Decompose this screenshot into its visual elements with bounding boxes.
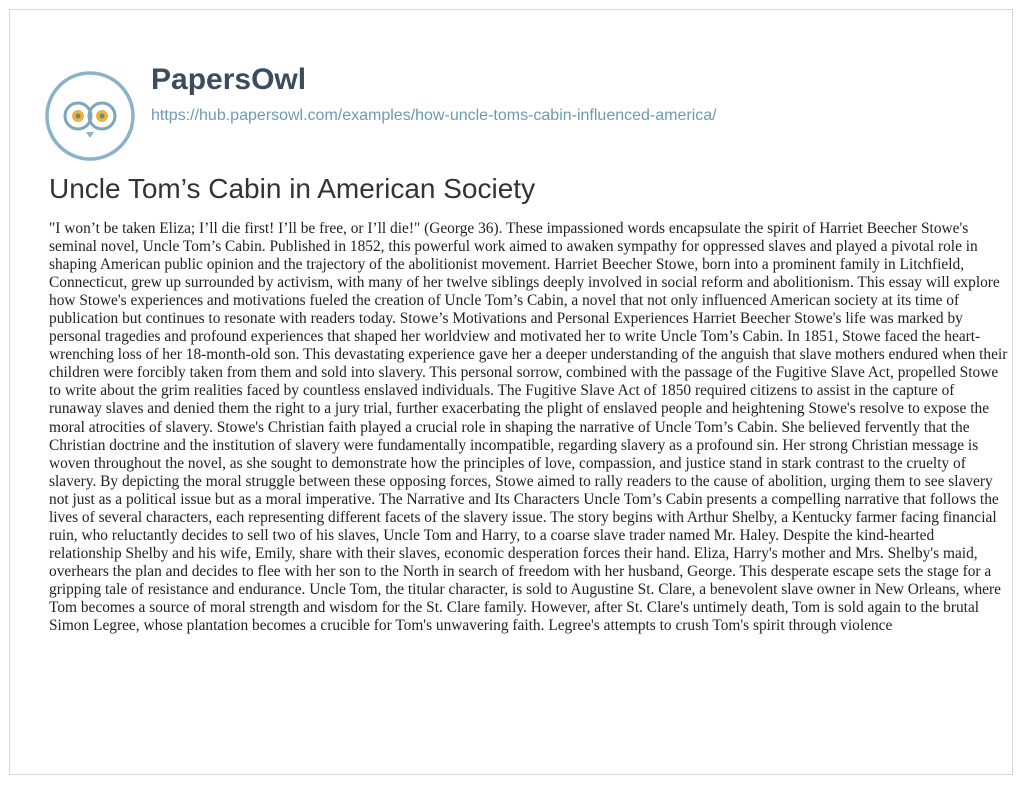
source-url-link[interactable]: https://hub.papersowl.com/examples/how-uncle-toms-cabin-influenced-america/ bbox=[151, 107, 717, 124]
logo-right-pupil-center bbox=[100, 114, 105, 119]
logo-left-pupil-center bbox=[76, 114, 81, 119]
logo-beak bbox=[86, 132, 94, 138]
page-title: Uncle Tom’s Cabin in American Society bbox=[49, 173, 536, 204]
essay-body-text: "I won’t be taken Eliza; I’ll die first! I’ll be free, or I’ll die!" (George 36). These impassioned words encapsulate the spirit of Harriet Beecher Stowe's seminal novel, Uncle Tom’s Cabin. Published in 1852, this powerful work aimed to awaken sympathy for oppressed slaves and played a pivotal role in shaping American public opinion and the trajectory of the abolitionist movement. Harriet Beecher Stowe, born into a prominent family in Litchfield, Connecticut, grew up surrounded by activism, with many of her twelve siblings deeply involved in social reform and abolitionism. This essay will explore how Stowe's experiences and motivations fueled the creation of Uncle Tom’s Cabin, a novel that not only influenced American society at its time of publication but continues to resonate with readers today. Stowe’s Motivations and Personal Experiences Harriet Beecher Stowe's life was marked by personal tragedies and profound experiences that shaped her worldview and motivated her to write Uncle Tom’s Cabin. In 1851, Stowe faced the heart-wrenching loss of her 18-month-old son. This devastating experience gave her a deeper understanding of the anguish that slave mothers endured when their children were forcibly taken from them and sold into slavery. This personal sorrow, combined with the passage of the Fugitive Slave Act, propelled Stowe to write about the grim realities faced by countless enslaved individuals. The Fugitive Slave Act of 1850 required citizens to assist in the capture of runaway slaves and denied them the right to a jury trial, further exacerbating the plight of enslaved people and heightening Stowe's resolve to expose the moral atrocities of slavery. Stowe's Christian faith played a crucial role in shaping the narrative of Uncle Tom’s Cabin. She believed fervently that the Christian doctrine and the institution of slavery were fundamentally incompatible, regarding slavery as a profound sin. Her strong Christian message is woven throughout the novel, as she sought to demonstrate how the principles of love, compassion, and justice stand in stark contrast to the cruelty of slavery. By depicting the moral struggle between these opposing forces, Stowe aimed to rally readers to the cause of abolition, urging them to see slavery not just as a political issue but as a moral imperative. The Narrative and Its Characters Uncle Tom’s Cabin presents a compelling narrative that follows the lives of several characters, each representing different facets of the slavery issue. The story begins with Arthur Shelby, a Kentucky farmer facing financial ruin, who reluctantly decides to sell two of his slaves, Uncle Tom and Harry, to a coarse slave trader named Mr. Haley. Despite the kind-hearted relationship Shelby and his wife, Emily, share with their slaves, economic desperation forces their hand. Eliza, Harry's mother and Mrs. Shelby's maid, overhears the plan and decides to flee with her son to the North in search of freedom with her husband, George. This desperate escape sets the stage for a gripping tale of resistance and endurance. Uncle Tom, the titular character, is sold to Augustine St. Clare, a benevolent slave owner in New Orleans, where Tom becomes a source of moral strength and wisdom for the St. Clare family. However, after St. Clare's untimely death, Tom is sold again to the brutal Simon Legree, whose plantation becomes a crucible for Tom's unwavering faith. Legree's attempts to crush Tom's spirit through violence bbox=[49, 220, 1008, 635]
logo-graphic bbox=[44, 70, 136, 162]
brand-name[interactable]: PapersOwl bbox=[151, 63, 307, 96]
owl-eyes-logo-icon[interactable] bbox=[44, 70, 136, 162]
